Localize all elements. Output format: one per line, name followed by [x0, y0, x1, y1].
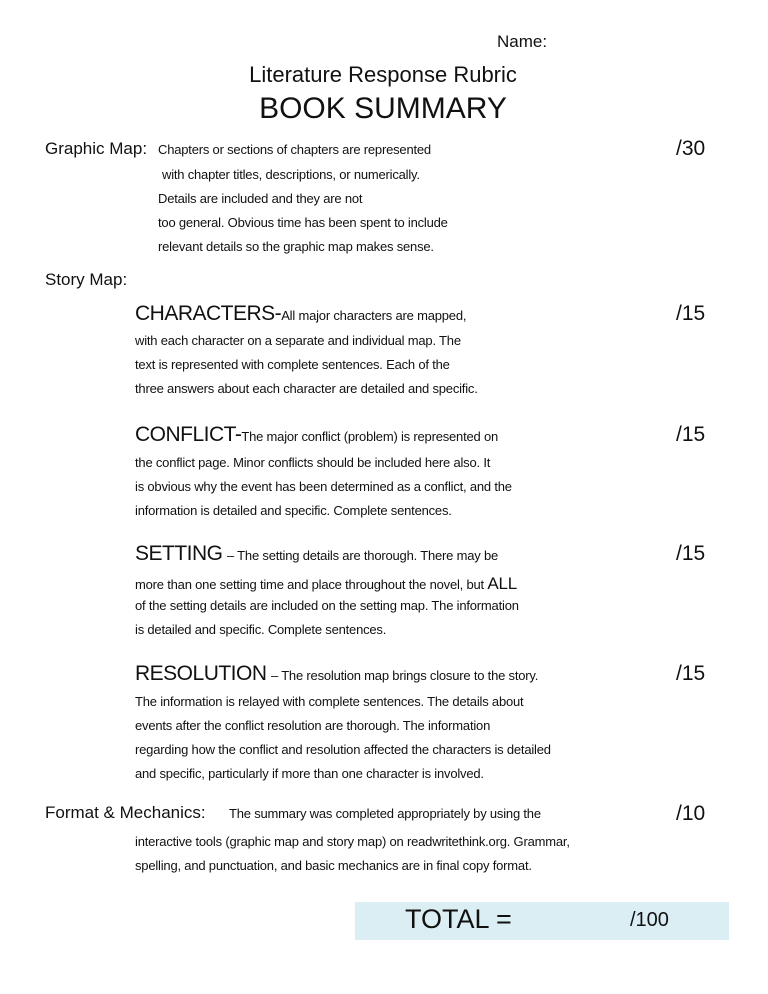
- graphic-map-label: Graphic Map:: [45, 139, 148, 158]
- name-label: Name:: [497, 32, 548, 51]
- conflict-line: the conflict page. Minor conflicts should be included here also. It: [135, 455, 491, 470]
- characters-first-line: All major characters are mapped,: [281, 308, 467, 323]
- characters-line: three answers about each character are detailed and specific.: [135, 381, 478, 396]
- characters-score: /15: [676, 302, 706, 325]
- resolution-line: The information is relayed with complete sentences. The details about: [135, 694, 524, 709]
- format-line: spelling, and punctuation, and basic mechanics are in final copy format.: [135, 858, 532, 873]
- characters-line: text is represented with complete sentences. Each of the: [135, 357, 450, 372]
- resolution-line: events after the conflict resolution are thorough. The information: [135, 718, 491, 733]
- format-first-line: The summary was completed appropriately by using the: [229, 806, 541, 821]
- conflict-heading: CONFLICT-: [135, 423, 242, 446]
- conflict-first-line: The major conflict (problem) is represented on: [241, 429, 499, 444]
- format-score: /10: [676, 802, 706, 825]
- setting-first-line: – The setting details are thorough. There may be: [226, 548, 499, 563]
- setting-line: [135, 574, 517, 594]
- format-label: Format & Mechanics:: [45, 803, 206, 822]
- graphic-map-line: too general. Obvious time has been spent to include: [158, 215, 448, 230]
- resolution-line: regarding how the conflict and resolution affected the characters is detailed: [135, 742, 551, 757]
- characters-section: [135, 302, 466, 326]
- conflict-line: information is detailed and specific. Complete sentences.: [135, 503, 452, 518]
- setting-line: of the setting details are included on the setting map. The information: [135, 598, 519, 613]
- conflict-score: /15: [676, 423, 706, 446]
- conflict-line: is obvious why the event has been determined as a conflict, and the: [135, 479, 512, 494]
- resolution-heading: RESOLUTION: [135, 662, 267, 685]
- characters-line: with each character on a separate and individual map. The: [135, 333, 461, 348]
- page-title: BOOK SUMMARY: [259, 92, 507, 125]
- resolution-line: and specific, particularly if more than one character is involved.: [135, 766, 484, 781]
- resolution-section: [135, 662, 538, 686]
- setting-line: is detailed and specific. Complete sentences.: [135, 622, 387, 637]
- graphic-map-line: relevant details so the graphic map makes sense.: [158, 239, 434, 254]
- total-score: /100: [630, 909, 669, 931]
- conflict-section: [135, 423, 498, 447]
- story-map-label: Story Map:: [45, 270, 128, 289]
- resolution-score: /15: [676, 662, 706, 685]
- setting-score: /15: [676, 542, 706, 565]
- setting-section: [135, 542, 498, 566]
- graphic-map-line: Chapters or sections of chapters are represented: [158, 142, 431, 157]
- characters-heading: CHARACTERS-: [135, 302, 282, 325]
- setting-emphasis: ALL: [487, 574, 518, 593]
- total-box: [355, 902, 729, 940]
- graphic-map-line: with chapter titles, descriptions, or numerically.: [162, 167, 420, 182]
- total-label: TOTAL =: [405, 904, 512, 934]
- resolution-first-line: – The resolution map brings closure to the story.: [270, 668, 539, 683]
- rubric-subtitle: Literature Response Rubric: [249, 62, 517, 87]
- setting-heading: SETTING: [135, 542, 223, 565]
- graphic-map-line: Details are included and they are not: [158, 191, 363, 206]
- setting-line-text: more than one setting time and place throughout the novel, but: [135, 577, 484, 592]
- graphic-map-score: /30: [676, 137, 706, 160]
- format-line: interactive tools (graphic map and story map) on readwritethink.org. Grammar,: [135, 834, 570, 849]
